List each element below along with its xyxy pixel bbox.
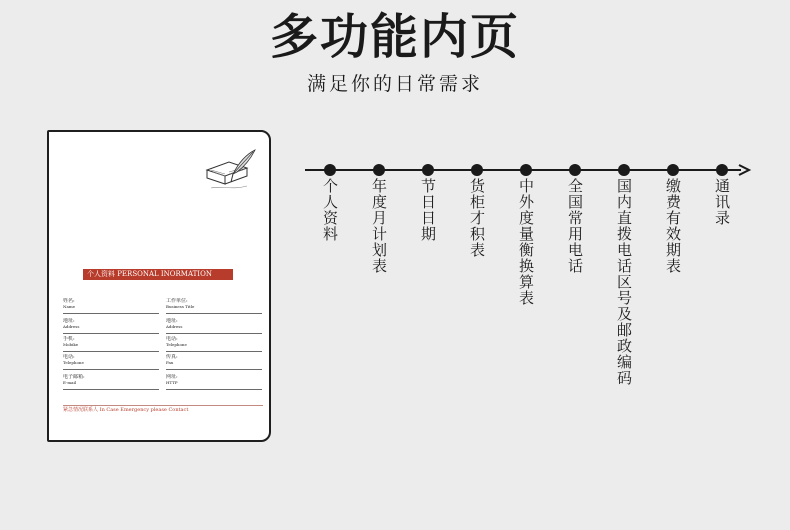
timeline-item-label: 缴费有效期表 (664, 178, 682, 274)
quill-and-book-icon (203, 148, 257, 196)
form-field-telephone: 电话: Telephone (166, 336, 262, 352)
timeline-dot (569, 164, 581, 176)
timeline-dot (520, 164, 532, 176)
timeline-item-label: 国内直拨电话区号及邮政编码 (615, 178, 633, 386)
timeline-dot (716, 164, 728, 176)
form-field-telephone-2: 电话: Telephone (63, 354, 159, 370)
form-field-business-title: 工作单位: Business Title (166, 298, 262, 314)
page-title: 多功能内页 (269, 9, 520, 65)
timeline-item-label: 中外度量衡换算表 (517, 178, 535, 306)
timeline-dot (618, 164, 630, 176)
timeline-item-label: 通讯录 (713, 178, 731, 226)
form-field-fax: 传真: Fax (166, 354, 262, 370)
emergency-contact-line: 紧急情况联系人 In Case Emergency please Contact (63, 396, 263, 406)
form-field-address: 地址: Address (63, 318, 159, 334)
timeline-dot (667, 164, 679, 176)
timeline-item-label: 节日日期 (419, 178, 437, 242)
form-field-mobile: 手机: Mobike (63, 336, 159, 352)
timeline-dot (471, 164, 483, 176)
timeline-dot (422, 164, 434, 176)
form-field-email: 电子邮箱: E-mail (63, 374, 159, 390)
timeline-dot (373, 164, 385, 176)
notebook-page-preview (47, 130, 271, 442)
page-subtitle: 满足你的日常需求 (306, 73, 483, 95)
form-field-http: 网址: HTTP (166, 374, 262, 390)
timeline-dot (324, 164, 336, 176)
form-field-address-2: 地址: Address (166, 318, 262, 334)
timeline-item-label: 个人资料 (321, 178, 339, 242)
form-field-name: 姓名: Name (63, 298, 159, 314)
personal-info-header: 个人资料 PERSONAL INORMATION (83, 269, 233, 280)
timeline-item-label: 全国常用电话 (566, 178, 584, 274)
timeline-item-label: 货柜才积表 (468, 178, 486, 258)
timeline-item-label: 年度月计划表 (370, 178, 388, 274)
